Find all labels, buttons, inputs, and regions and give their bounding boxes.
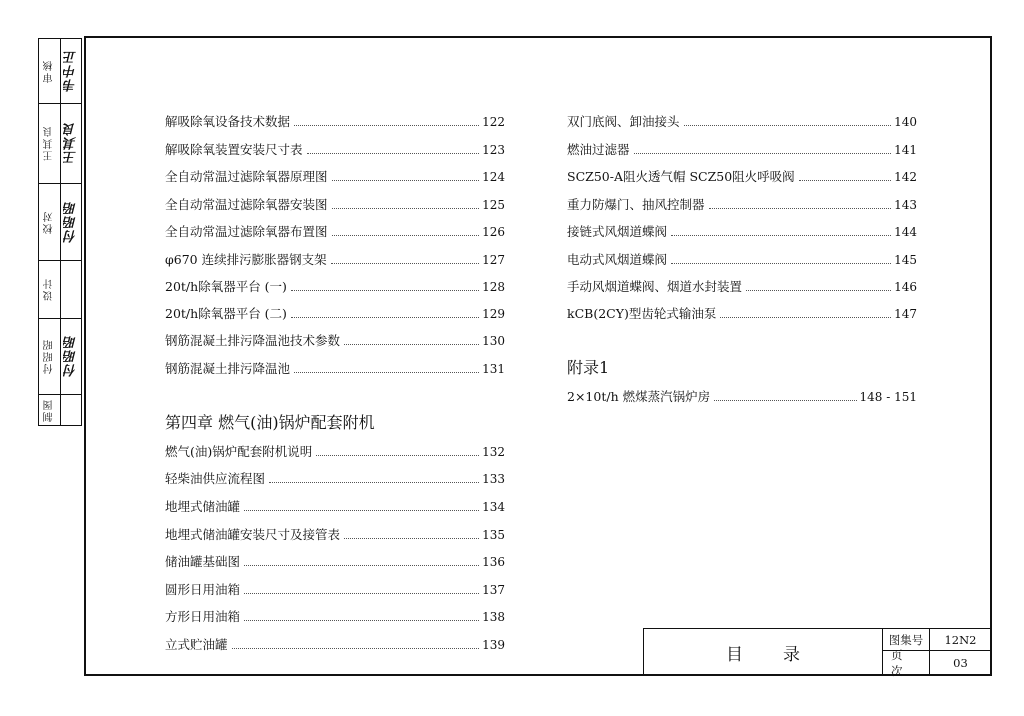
toc-leader-dots [671,235,891,236]
toc-item-page: 146 [894,280,917,294]
toc-item[interactable] [165,525,505,543]
toc-leader-dots [307,153,480,154]
toc-item-title: kCB(2CY)型齿轮式输油泵 [567,306,717,321]
toc-item[interactable] [567,140,917,158]
chapter-heading: 第四章 燃气(油)锅炉配套附机 [165,413,375,432]
toc-item-title: 地埋式储油罐安装尺寸及接管表 [165,527,341,542]
toc-item-title: 立式贮油罐 [165,637,228,652]
toc-leader-dots [332,208,480,209]
toc-item[interactable] [165,331,505,349]
toc-item[interactable] [165,359,505,377]
toc-item-title: φ670 连续排污膨胀器钢支架 [165,252,327,267]
page-number-label: 页次 [882,651,929,675]
signature-label: 付昭昭 [44,338,55,375]
toc-leader-dots [720,317,891,318]
toc-leader-dots [684,125,892,126]
toc-leader-dots [294,372,479,373]
toc-item-title: 储油罐基础图 [165,554,241,569]
signature-label: 制图 [44,398,55,422]
toc-item[interactable] [567,112,917,130]
toc-item[interactable] [165,580,505,598]
toc-leader-dots [332,235,480,236]
page-number-value: 03 [929,651,991,675]
signature-cell-designer-name [39,319,81,395]
toc-item-page: 132 [482,445,505,459]
title-block [643,628,992,676]
toc-item[interactable] [567,387,917,405]
signature-cell-review [39,39,81,104]
toc-leader-dots [799,180,891,181]
toc-item-title: 钢筋混凝土排污降温池技术参数 [165,333,341,348]
toc-item-page: 129 [482,307,505,321]
toc-leader-dots [244,620,479,621]
toc-leader-dots [244,565,479,566]
toc-item-page: 125 [482,198,505,212]
toc-item-page: 130 [482,334,505,348]
toc-item-page: 135 [482,528,505,542]
atlas-number-label: 图集号 [882,629,929,651]
toc-item-title: 双门底阀、卸油接头 [567,114,680,129]
toc-item-title: 解吸除氧设备技术数据 [165,114,291,129]
toc-item-title: 方形日用油箱 [165,609,241,624]
toc-leader-dots [344,344,479,345]
toc-item[interactable] [165,552,505,570]
signature-strip [38,38,82,426]
toc-item-page: 140 [894,115,917,129]
signature-cell-design [39,261,81,319]
toc-item[interactable] [567,304,917,322]
toc-item-title: 地埋式储油罐 [165,499,241,514]
toc-item-title: 2×10t/h 燃煤蒸汽锅炉房 [567,389,711,404]
toc-leader-dots [291,317,479,318]
toc-item-title: 重力防爆门、抽风控制器 [567,197,705,212]
signature [60,261,83,318]
toc-item-page: 142 [894,170,917,184]
toc-item-page: 122 [482,115,505,129]
toc-item-page: 133 [482,472,505,486]
toc-item-page: 138 [482,610,505,624]
toc-item-title: 接链式风烟道蝶阀 [567,224,668,239]
signature-label: 王其良 [44,125,55,162]
toc-leader-dots [671,263,891,264]
toc-leader-dots [634,153,892,154]
signature: 王其良 [64,122,79,165]
toc-item-title: 燃气(油)锅炉配套附机说明 [165,444,313,459]
signature [60,395,83,425]
toc-item[interactable] [165,469,505,487]
signature: 付昭昭 [64,335,79,378]
toc-leader-dots [232,648,480,649]
toc-leader-dots [316,455,479,456]
atlas-number-value: 12N2 [929,629,991,651]
toc-item-title: 圆形日用油箱 [165,582,241,597]
toc-item-title: 手动风烟道蝶阀、烟道水封装置 [567,279,743,294]
toc-item[interactable] [567,222,917,240]
toc-item[interactable] [165,140,505,158]
toc-leader-dots [714,400,856,401]
toc-item-title: 全自动常温过滤除氧器布置图 [165,224,328,239]
toc-item-title: 钢筋混凝土排污降温池 [165,361,291,376]
toc-item-title: 轻柴油供应流程图 [165,471,266,486]
toc-item[interactable] [165,250,505,268]
toc-item-page: 123 [482,143,505,157]
toc-item-page: 126 [482,225,505,239]
toc-item-title: 20t/h除氧器平台 (二) [165,306,287,321]
toc-item-title: 全自动常温过滤除氧器安装图 [165,197,328,212]
toc-item[interactable] [165,277,505,295]
toc-item[interactable] [165,497,505,515]
signature-cell-reviewer-name [39,104,81,184]
signature: 付昭昭 [64,201,79,243]
toc-item-page: 134 [482,500,505,514]
toc-item-title: 电动式风烟道蝶阀 [567,252,668,267]
toc-leader-dots [746,290,891,291]
toc-item[interactable] [567,250,917,268]
toc-item[interactable] [165,167,505,185]
toc-leader-dots [331,263,480,264]
toc-item[interactable] [567,167,917,185]
toc-leader-dots [244,510,479,511]
toc-item-title: 解吸除氧装置安装尺寸表 [165,142,303,157]
toc-item-page: 128 [482,280,505,294]
toc-item-page: 145 [894,253,917,267]
toc-item[interactable] [567,277,917,295]
toc-item-page: 127 [482,253,505,267]
toc-item-page: 141 [894,143,917,157]
toc-item-page: 148 - 151 [859,390,917,404]
toc-item-page: 144 [894,225,917,239]
toc-item[interactable] [165,222,505,240]
signature-label: 审核 [44,59,55,83]
toc-item[interactable] [165,195,505,213]
signature: 韦中正 [64,50,79,92]
toc-item-page: 131 [482,362,505,376]
toc-item-page: 147 [894,307,917,321]
signature-cell-drafting [39,395,81,425]
toc-item[interactable] [165,112,505,130]
toc-item[interactable] [165,607,505,625]
toc-leader-dots [244,593,479,594]
signature-label: 设计 [44,277,55,302]
toc-item[interactable] [165,635,505,653]
toc-item-title: 全自动常温过滤除氧器原理图 [165,169,328,184]
toc-item-page: 137 [482,583,505,597]
toc-item[interactable] [165,442,505,460]
signature-label: 校对 [44,210,55,234]
toc-leader-dots [294,125,479,126]
toc-leader-dots [291,290,479,291]
toc-item-title: SCZ50-A阻火透气帽 SCZ50阻火呼吸阀 [567,169,795,184]
toc-item-title: 燃油过滤器 [567,142,630,157]
title-block-title: 目录 [726,645,840,665]
toc-item[interactable] [567,195,917,213]
signature-cell-proofread [39,184,81,261]
toc-item[interactable] [165,304,505,322]
toc-item-page: 124 [482,170,505,184]
toc-item-page: 139 [482,638,505,652]
toc-item-page: 143 [894,198,917,212]
toc-leader-dots [332,180,480,181]
toc-item-title: 20t/h除氧器平台 (一) [165,279,287,294]
toc-leader-dots [344,538,479,539]
appendix-heading: 附录1 [567,358,610,377]
toc-leader-dots [709,208,892,209]
toc-leader-dots [269,482,479,483]
toc-item-page: 136 [482,555,505,569]
